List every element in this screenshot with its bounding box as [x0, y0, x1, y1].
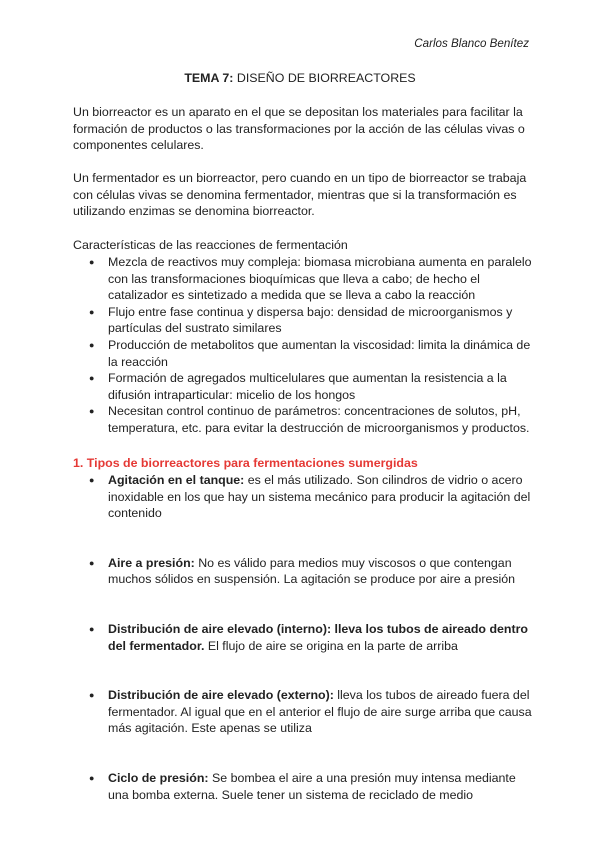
- list-item: [73, 555, 535, 588]
- page-title: [0, 70, 600, 87]
- list-item: ● Mezcla de reactivos muy compleja: biomasa microbiana aumenta en paralelo con las transformaciones bioquímicas que lleva a cabo; de hecho el catalizador es sintetizado a medida que se lleva a cabo la reacción: [73, 254, 535, 304]
- author-name: Carlos Blanco Benítez: [414, 37, 529, 50]
- item-desc: Se bombea el aire a una presión muy intensa mediante una bomba externa. Suele tener un sistema de reciclado de medio: [108, 770, 516, 802]
- intro-paragraph: Un biorreactor es un aparato en el que se depositan los materiales para facilitar la formación de productos o las transformaciones por la acción de las células vivas o componentes celulares.: [73, 105, 525, 153]
- characteristics-heading: Características de las reacciones de fermentación: [73, 238, 348, 252]
- item-desc: El flujo de aire se origina en la parte de arriba: [204, 638, 458, 653]
- item-term: Ciclo de presión:: [108, 770, 209, 785]
- item-term: Distribución de aire elevado (interno): lleva los tubos de aireado dentro del fermentador.: [108, 621, 528, 653]
- list-item: [73, 770, 535, 803]
- item-term: Agitación en el tanque:: [108, 473, 245, 487]
- title-prefix: TEMA 7:: [184, 71, 234, 85]
- item-desc: lleva los tubos de aireado fuera del fermentador. Al igual que en el anterior el flujo de aire surge arriba que causa más agitación. Este apenas se utiliza: [108, 688, 532, 736]
- list-item: ● Necesitan control continuo de parámetros: concentraciones de solutos, pH, temperatura, etc. para evitar la destrucción de microorganismos y productos.: [73, 403, 535, 436]
- title-text: DISEÑO DE BIORREACTORES: [236, 71, 416, 85]
- list-item: ● Flujo entre fase continua y dispersa bajo: densidad de microorganismos y partículas del sustrato similares: [73, 304, 535, 337]
- characteristics-list: [73, 254, 535, 437]
- list-item: [73, 687, 535, 737]
- list-item: [73, 472, 535, 522]
- bioreactor-types-list: [73, 472, 535, 836]
- item-desc: No es válido para medios muy viscosos o que contengan muchos sólidos en suspensión. La agitación se produce por aire a presión: [108, 555, 516, 587]
- section-heading: 1. Tipos de biorreactores para fermentaciones sumergidas: [73, 456, 418, 470]
- list-item: [73, 621, 535, 654]
- fermenter-paragraph: Un fermentador es un biorreactor, pero cuando en un tipo de biorreactor se trabaja con células vivas se denomina fermentador, mientras que si la transformación es utilizando enzimas se denomina biorreactor.: [73, 171, 527, 219]
- item-desc: es el más utilizado. Son cilindros de vidrio o acero inoxidable en los que hay un sistema mecánico para producir la agitación del contenido: [108, 473, 531, 521]
- item-term: Aire a presión:: [108, 555, 195, 570]
- item-term: Distribución de aire elevado (externo):: [108, 688, 334, 703]
- list-item: ● Producción de metabolitos que aumentan la viscosidad: limita la dinámica de la reacción: [73, 337, 535, 370]
- list-item: ● Formación de agregados multicelulares que aumentan la resistencia a la difusión intraparticular: micelio de los hongos: [73, 370, 535, 403]
